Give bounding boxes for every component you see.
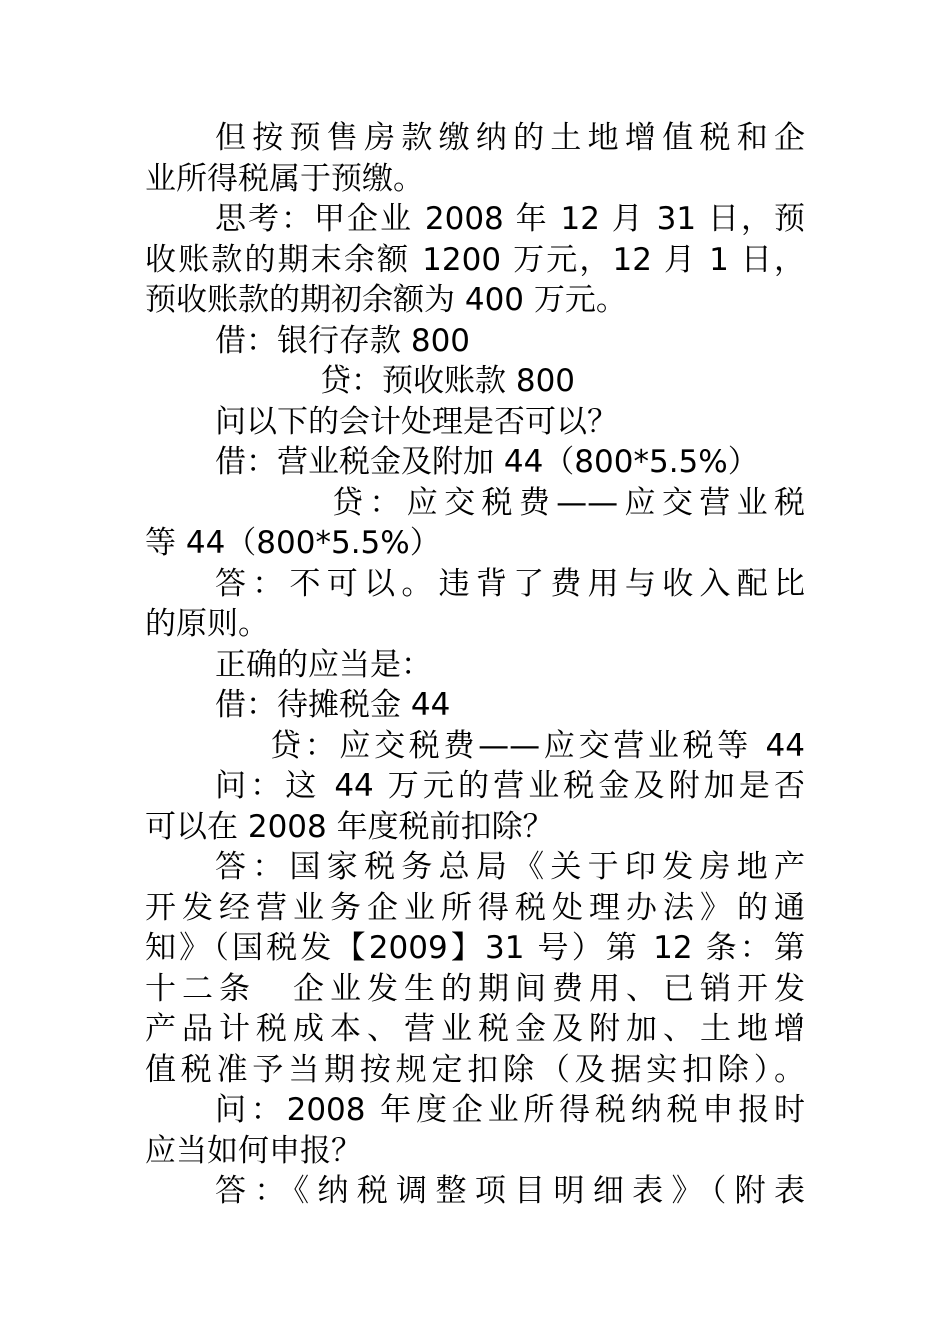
paragraph-line: 答：国家税务总局《关于印发房地产 (215, 849, 805, 885)
journal-credit-line: 贷：应交税费——应交营业税等 44 (270, 727, 805, 764)
paragraph-line: 应当如何申报？ (145, 1132, 362, 1169)
document-body (145, 118, 805, 1212)
paragraph-line: 可以在 2008 年度税前扣除？ (145, 808, 554, 845)
paragraph-line: 正确的应当是： (215, 646, 432, 683)
paragraph-line: 收账款的期末余额 1200 万元，12 月 1 日， (145, 241, 805, 278)
paragraph-line: 开发经营业务企业所得税处理办法》的通 (145, 889, 805, 926)
journal-debit-line: 借：待摊税金 44 (215, 687, 451, 723)
paragraph-line: 等 44（800*5.5%） (145, 525, 441, 561)
paragraph-line: 思考：甲企业 2008 年 12 月 31 日，预 (215, 201, 805, 237)
paragraph-line: 但按预售房款缴纳的土地增值税和企 (215, 120, 805, 156)
journal-credit-line: 贷：应交税费——应交营业税 (332, 484, 805, 521)
journal-debit-line: 借：营业税金及附加 44（800*5.5%） (215, 444, 759, 480)
paragraph-line: 的原则。 (145, 606, 269, 642)
paragraph-line: 答：《纳税调整项目明细表》（附表 (215, 1173, 805, 1209)
paragraph-line: 预收账款的期初余额为 400 万元。 (145, 282, 627, 318)
journal-debit-line: 借：银行存款 800 (215, 322, 471, 359)
paragraph-line: 问以下的会计处理是否可以？ (215, 403, 618, 440)
paragraph-line: 十二条 企业发生的期间费用、已销开发 (145, 970, 805, 1007)
paragraph-line: 业所得税属于预缴。 (145, 160, 424, 197)
paragraph-line: 问：2008 年度企业所得税纳税申报时 (215, 1092, 805, 1128)
journal-credit-line: 贷：预收账款 800 (320, 363, 576, 399)
paragraph-line: 产品计税成本、营业税金及附加、土地增 (145, 1011, 805, 1047)
paragraph-line: 问：这 44 万元的营业税金及附加是否 (215, 768, 805, 804)
paragraph-line: 值税准予当期按规定扣除（及据实扣除）。 (145, 1051, 805, 1088)
paragraph-line: 知》（国税发【2009】31 号）第 12 条：第 (145, 930, 805, 966)
paragraph-line: 答：不可以。违背了费用与收入配比 (215, 565, 805, 602)
